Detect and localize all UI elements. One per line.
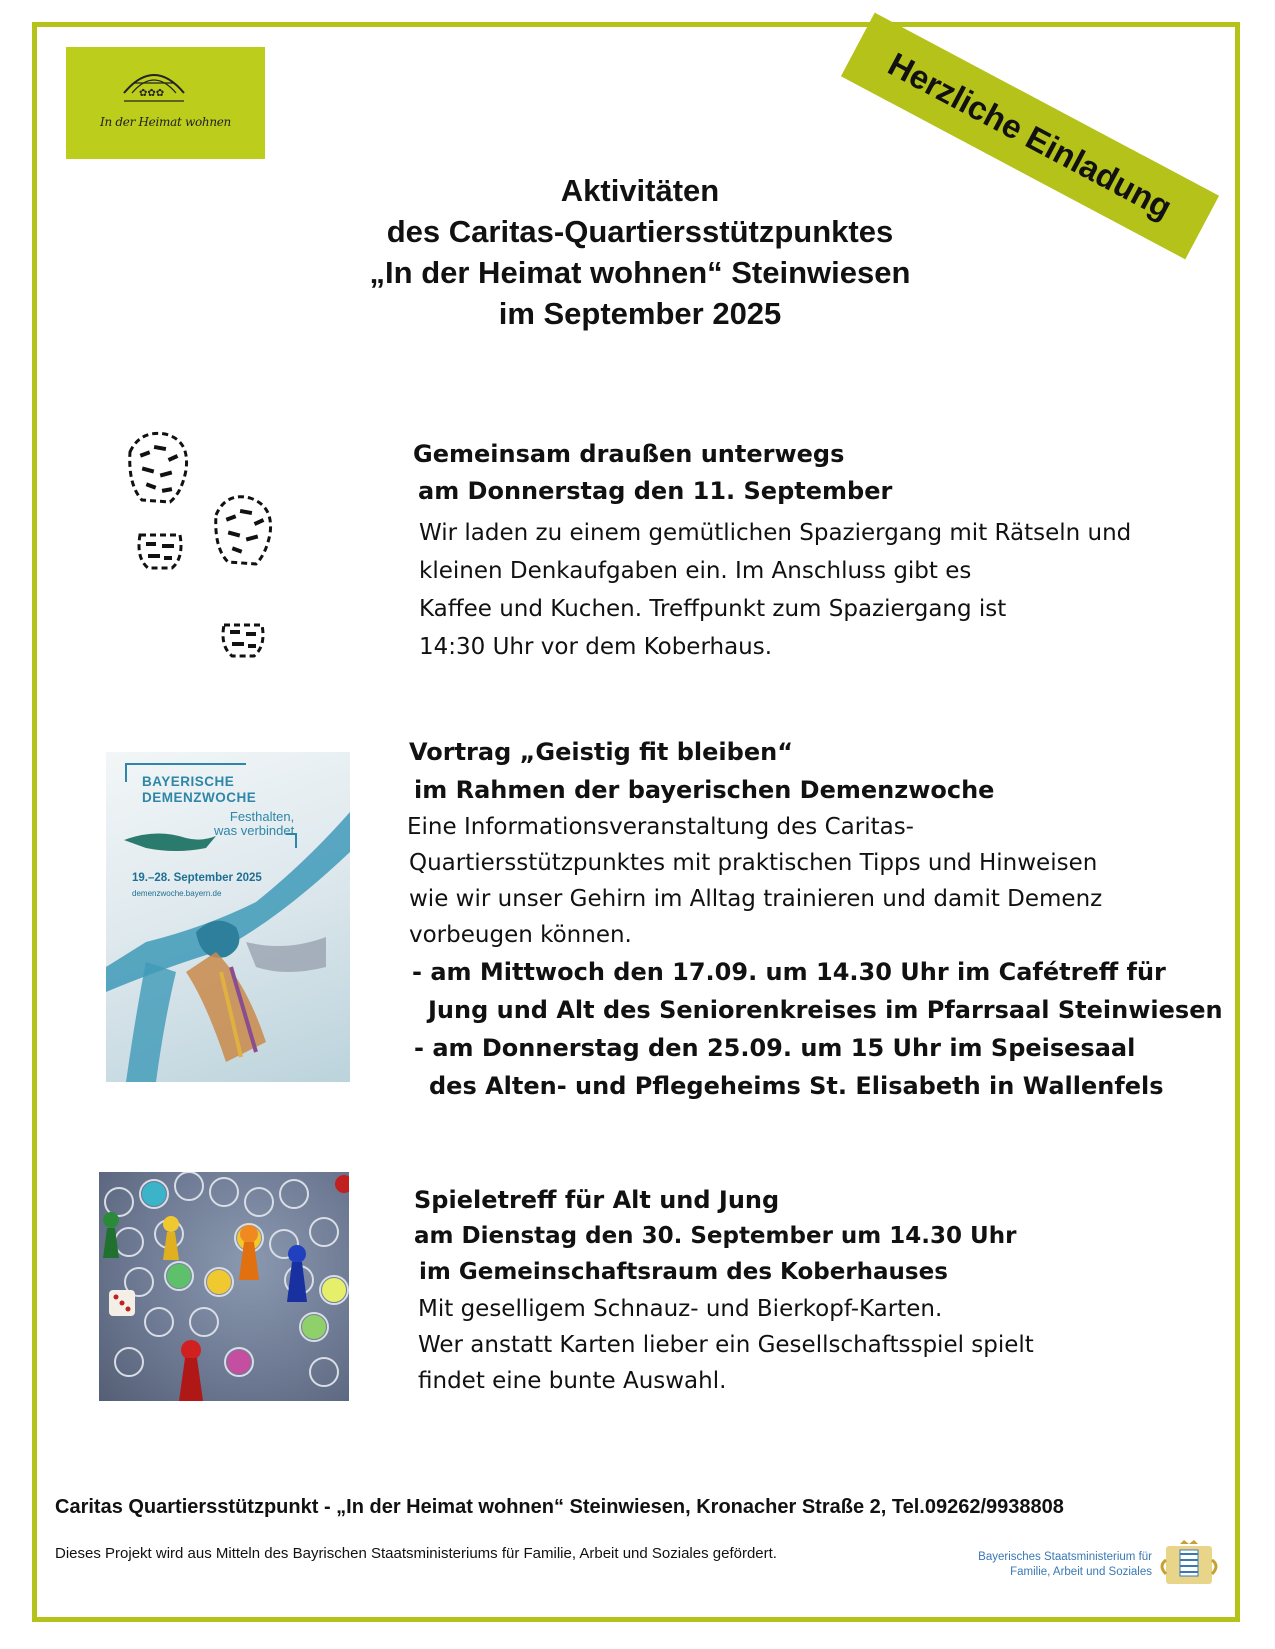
event-body-line: Wer anstatt Karten lieber ein Gesellschaftsspiel spielt: [418, 1332, 1034, 1358]
footer-address: Caritas Quartiersstützpunkt - „In der Heimat wohnen“ Steinwiesen, Kronacher Straße 2, Tel.09262/9938808: [55, 1496, 1064, 1518]
ministry-line: Bayerisches Staatsministerium für: [978, 1551, 1152, 1563]
event-place: im Gemeinschaftsraum des Koberhauses: [419, 1259, 948, 1285]
event-heading: Spieletreff für Alt und Jung: [414, 1186, 780, 1214]
poster-title-line: DEMENZWOCHE: [142, 790, 257, 805]
ministry-line: Familie, Arbeit und Soziales: [1010, 1566, 1152, 1578]
event-body-line: Mit geselligem Schnauz- und Bierkopf-Karten.: [418, 1296, 943, 1322]
ministry-logo-text: [972, 1550, 1152, 1580]
event-date-line: - am Donnerstag den 25.09. um 15 Uhr im Speisesaal: [414, 1034, 1136, 1062]
event-subheading: im Rahmen der bayerischen Demenzwoche: [414, 776, 995, 804]
invitation-banner: Herzliche Einladung: [841, 13, 1219, 260]
event-games: [414, 1181, 1034, 1399]
event-body-line: wie wir unser Gehirn im Alltag trainieren und damit Demenz: [409, 886, 1103, 912]
footprints-icon: [120, 430, 300, 665]
title-line: im September 2025: [498, 296, 782, 331]
poster-subtitle-line: was verbindet: [214, 823, 295, 838]
board-game-photo: [99, 1172, 349, 1401]
logo: [66, 47, 265, 159]
event-body-line: Wir laden zu einem gemütlichen Spaziergang mit Rätseln und: [419, 520, 1132, 546]
event-heading: Gemeinsam draußen unterwegs: [413, 440, 845, 468]
title-line: des Caritas-Quartiersstützpunktes: [386, 214, 894, 249]
event-body-line: Kaffee und Kuchen. Treffpunkt zum Spaziergang ist: [419, 596, 1007, 622]
event-body-line: Eine Informationsveranstaltung des Caritas-: [407, 814, 914, 840]
footer-funding-note: Dieses Projekt wird aus Mitteln des Bayrischen Staatsministeriums für Familie, Arbeit und Soziales gefördert.: [55, 1545, 777, 1562]
poster-title-line: BAYERISCHE: [142, 774, 235, 789]
title-line: „In der Heimat wohnen“ Steinwiesen: [369, 255, 911, 290]
poster-date: 19.–28. September 2025: [132, 872, 262, 884]
poster-title: [142, 774, 256, 806]
logo-text: In der Heimat wohnen: [100, 115, 231, 129]
event-date-line: - am Mittwoch den 17.09. um 14.30 Uhr im Cafétreff für: [412, 958, 1166, 986]
event-date: am Donnerstag den 11. September: [418, 477, 893, 505]
event-body-line: vorbeugen können.: [409, 922, 632, 948]
board-game-illustration: [99, 1172, 349, 1401]
event-lecture: [409, 733, 1223, 1105]
event-date: am Dienstag den 30. September um 14.30 Uhr: [414, 1223, 1017, 1249]
event-body-line: 14:30 Uhr vor dem Koberhaus.: [419, 634, 773, 660]
title-line: Aktivitäten: [560, 173, 720, 208]
event-walk: [413, 435, 1131, 666]
event-body-line: kleinen Denkaufgaben ein. Im Anschluss gibt es: [419, 558, 972, 584]
event-body-line: Quartiersstützpunktes mit praktischen Tipps und Hinweisen: [409, 850, 1098, 876]
event-date-line: Jung und Alt des Seniorenkreises im Pfarrsaal Steinwiesen: [428, 996, 1223, 1024]
event-date-line: des Alten- und Pflegeheims St. Elisabeth in Wallenfels: [429, 1072, 1164, 1100]
poster-url: demenzwoche.bayern.de: [132, 889, 222, 898]
poster-subtitle: [214, 810, 294, 838]
event-body-line: findet eine bunte Auswahl.: [418, 1368, 727, 1394]
demenzwoche-poster: [106, 752, 350, 1082]
svg-text:✿✿✿: ✿✿✿: [139, 88, 165, 99]
page-title: [240, 170, 1040, 334]
event-heading: Vortrag „Geistig fit bleiben“: [409, 738, 793, 766]
poster-subtitle-line: Festhalten,: [229, 809, 295, 824]
bavarian-crest-icon: [1158, 1540, 1220, 1588]
house-logo-icon: [114, 63, 194, 107]
